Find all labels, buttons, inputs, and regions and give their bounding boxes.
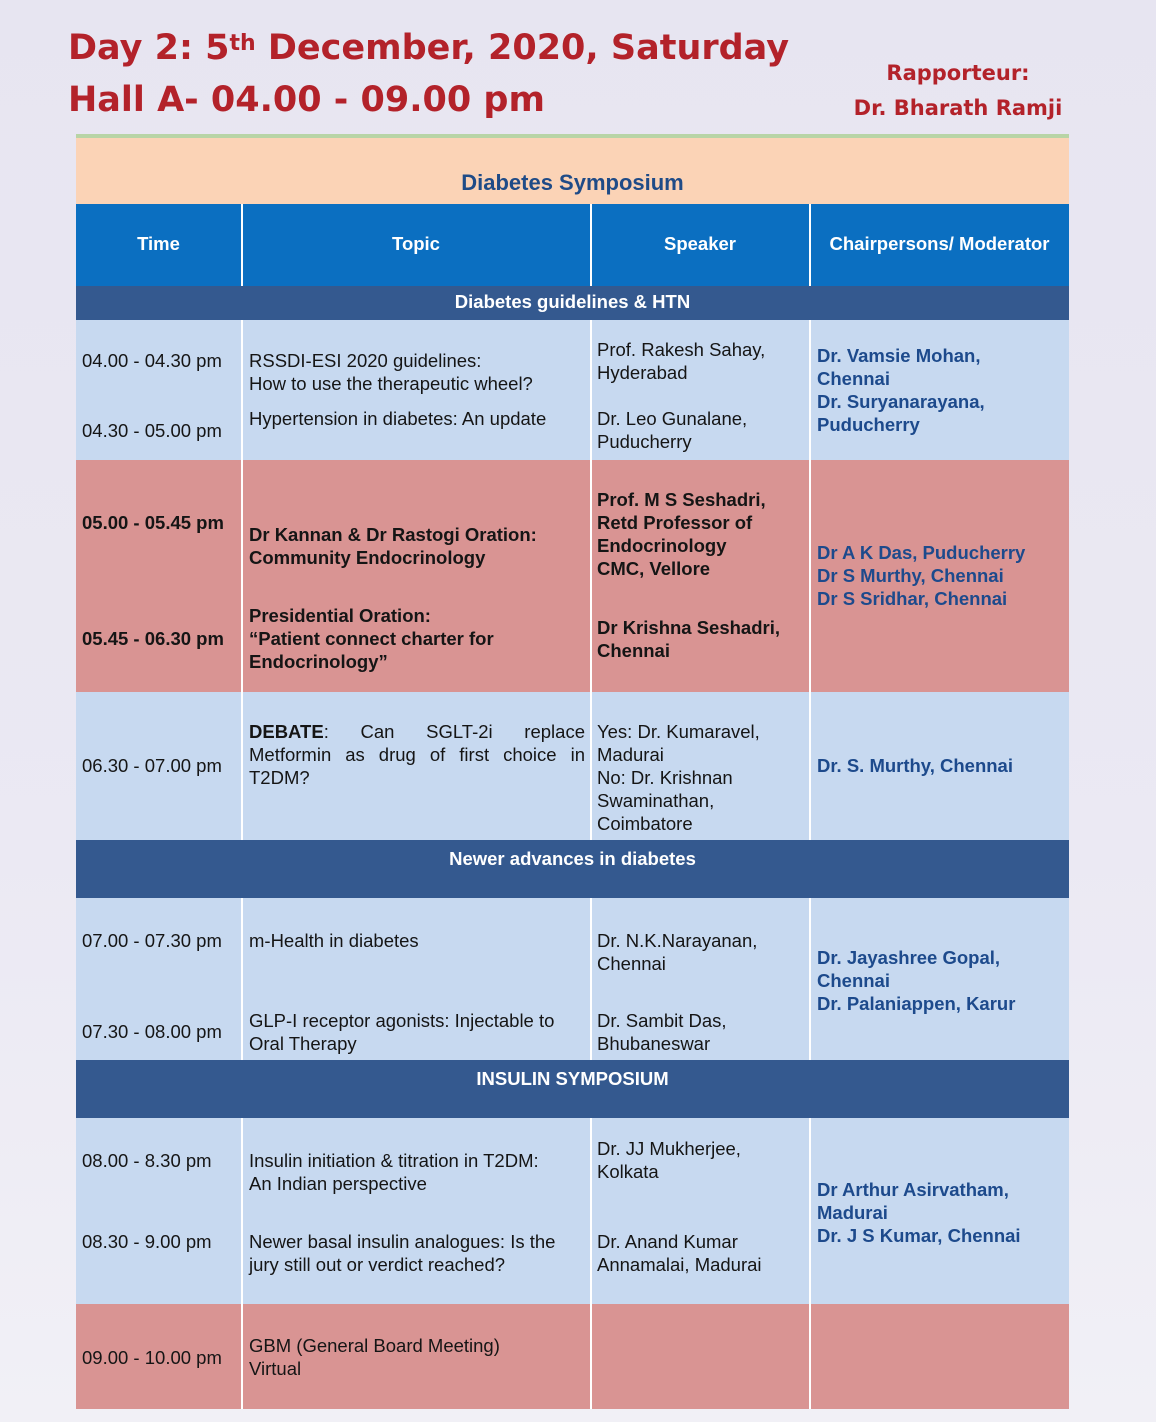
topic-line: Community Endocrinology (249, 547, 486, 568)
topic-line: Oral Therapy (249, 1033, 357, 1054)
column-divider (809, 898, 811, 1060)
speaker-line: Chennai (597, 640, 670, 661)
topic-line: Hypertension in diabetes: An update (249, 408, 547, 429)
speaker-line: Dr. Leo Gunalane, (597, 408, 748, 429)
day-heading: Day 2: 5th December, 2020, Saturday (68, 28, 790, 68)
chair-line: Dr S Murthy, Chennai (817, 565, 1004, 586)
topic-line: Insulin initiation & titration in T2DM: (249, 1150, 539, 1171)
chair-line: Dr. Suryanarayana, (817, 391, 985, 412)
column-header-speaker: Speaker (664, 233, 736, 254)
chair-line: Chennai (817, 368, 890, 389)
topic-line: Presidential Oration: (249, 605, 431, 626)
time-slot: 08.00 - 8.30 pm (82, 1150, 212, 1171)
chair-line: Puducherry (817, 414, 920, 435)
speaker-line: Swaminathan, (597, 790, 715, 811)
chair-line: Dr A K Das, Puducherry (817, 542, 1026, 563)
hall-heading: Hall A- 04.00 - 09.00 pm (68, 80, 545, 120)
speaker-line: Dr Krishna Seshadri, (597, 617, 781, 638)
row-band-6 (76, 1304, 1069, 1409)
section-title-insulin: INSULIN SYMPOSIUM (476, 1068, 669, 1089)
speaker-line: Annamalai, Madurai (597, 1254, 762, 1275)
speaker-line: Puducherry (597, 431, 692, 452)
time-slot: 06.30 - 07.00 pm (82, 755, 222, 776)
speaker-line: No: Dr. Krishnan (597, 767, 733, 788)
topic-line: An Indian perspective (249, 1173, 427, 1194)
chair-line: Dr Arthur Asirvatham, (817, 1179, 1009, 1200)
topic-line: jury still out or verdict reached? (249, 1254, 506, 1275)
topic-line: RSSDI-ESI 2020 guidelines: (249, 350, 482, 371)
row-band-4 (76, 898, 1069, 1060)
topic-line: GBM (General Board Meeting) (249, 1335, 500, 1356)
chair-line: Dr. S. Murthy, Chennai (817, 755, 1013, 776)
rapporteur (846, 56, 1070, 126)
speaker-line: Dr. N.K.Narayanan, (597, 930, 758, 951)
time-slot: 05.45 - 06.30 pm (82, 628, 224, 649)
speaker-line: Yes: Dr. Kumaravel, (597, 721, 760, 742)
chair-line: Dr. J S Kumar, Chennai (817, 1225, 1021, 1246)
speaker-line: Prof. Rakesh Sahay, (597, 339, 766, 360)
chair-line: Chennai (817, 970, 890, 991)
topic-line: Virtual (249, 1358, 302, 1379)
speaker-line: Prof. M S Seshadri, (597, 489, 766, 510)
debate-label: DEBATE (249, 721, 324, 742)
speaker-line: Coimbatore (597, 813, 693, 834)
topic-line: DEBATE: Can SGLT-2i replace (249, 721, 585, 742)
speaker-line: Endocrinology (597, 535, 727, 556)
column-divider (809, 320, 811, 840)
chair-line: Dr. Palaniappen, Karur (817, 993, 1016, 1014)
time-slot: 07.00 - 07.30 pm (82, 930, 222, 951)
speaker-line: Madurai (597, 744, 664, 765)
topic-line: Metformin as drug of first choice in (249, 744, 585, 765)
column-divider (590, 320, 592, 840)
column-header-topic: Topic (392, 233, 440, 254)
topic-line: GLP-I receptor agonists: Injectable to (249, 1010, 555, 1031)
speaker-line: Dr. Sambit Das, (597, 1010, 727, 1031)
speaker-line: Retd Professor of (597, 512, 753, 533)
column-divider (590, 1118, 592, 1409)
column-divider (590, 898, 592, 1060)
topic-line: m-Health in diabetes (249, 930, 419, 951)
rapporteur-label: Rapporteur: (886, 61, 1030, 85)
speaker-line: Chennai (597, 953, 666, 974)
topic-line: How to use the therapeutic wheel? (249, 373, 533, 394)
topic-line: T2DM? (249, 767, 310, 788)
time-slot: 07.30 - 08.00 pm (82, 1021, 222, 1042)
row-band-5 (76, 1118, 1069, 1304)
column-divider (241, 1118, 243, 1409)
speaker-line: Dr. JJ Mukherjee, (597, 1138, 741, 1159)
table-title: Diabetes Symposium (461, 170, 684, 195)
time-slot: 04.00 - 04.30 pm (82, 350, 222, 371)
chair-line: Dr. Jayashree Gopal, (817, 947, 1001, 968)
column-divider (809, 1118, 811, 1409)
schedule-table (76, 138, 1069, 1409)
speaker-line: Dr. Anand Kumar (597, 1231, 738, 1252)
column-divider (241, 898, 243, 1060)
speaker-line: Kolkata (597, 1161, 659, 1182)
speaker-line: Bhubaneswar (597, 1033, 711, 1054)
time-slot: 08.30 - 9.00 pm (82, 1231, 212, 1252)
time-slot: 04.30 - 05.00 pm (82, 420, 222, 441)
rapporteur-name: Dr. Bharath Ramji (853, 96, 1063, 120)
time-slot: 05.00 - 05.45 pm (82, 512, 224, 533)
section-title-newer-advances: Newer advances in diabetes (449, 848, 696, 869)
topic-line: Endocrinology” (249, 651, 388, 672)
topic-line: “Patient connect charter for (249, 628, 494, 649)
topic-line: Dr Kannan & Dr Rastogi Oration: (249, 524, 537, 545)
speaker-line: CMC, Vellore (597, 558, 711, 579)
chair-line: Dr. Vamsie Mohan, (817, 345, 981, 366)
section-title-guidelines: Diabetes guidelines & HTN (454, 291, 691, 312)
column-divider (241, 320, 243, 840)
topic-line: Newer basal insulin analogues: Is the (249, 1231, 556, 1252)
time-slot: 09.00 - 10.00 pm (82, 1347, 222, 1368)
chair-line: Madurai (817, 1202, 888, 1223)
column-header-chairpersons: Chairpersons/ Moderator (829, 233, 1050, 254)
speaker-line: Hyderabad (597, 362, 688, 383)
chair-line: Dr S Sridhar, Chennai (817, 588, 1008, 609)
column-header-time: Time (137, 233, 180, 254)
